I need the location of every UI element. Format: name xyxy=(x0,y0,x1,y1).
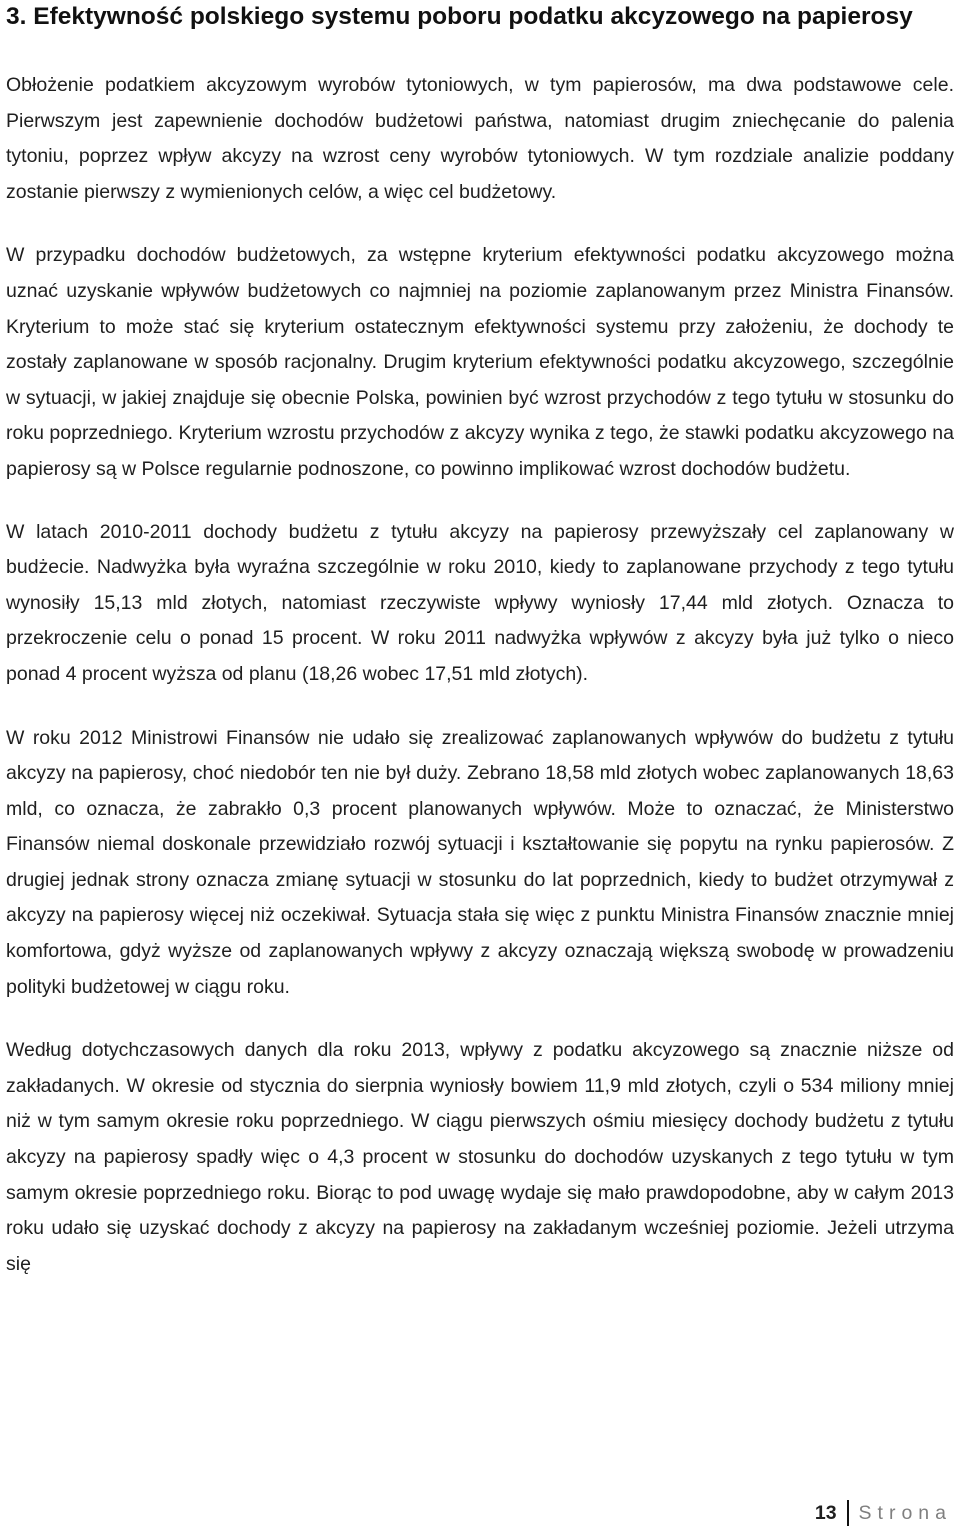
section-heading: 3. Efektywność polskiego systemu poboru podatku akcyzowego na papierosy xyxy=(6,3,913,30)
paragraph-5: Według dotychczasowych danych dla roku 2013, wpływy z podatku akcyzowego są znacznie niższe od zakładanych. W okresie od stycznia do sierpnia wyniosły bowiem 11,9 mld złotych, czyli o 534 miliony mniej niż w tym samym okresie roku poprzedniego. W ciągu pierwszych ośmiu miesięcy dochody budżetu z tytułu akcyzy na papierosy spadły więc o 4,3 procent w stosunku do dochodów uzyskanych z tego tytułu w tym samym okresie poprzedniego roku. Biorąc to pod uwagę wydaje się mało prawdopodobne, aby w całym 2013 roku udało się uzyskać dochody z akcyzy na papierosy na zakładanym wcześniej poziomie. Jeżeli utrzyma się xyxy=(6,1039,954,1275)
document-page xyxy=(6,0,954,1282)
paragraph-1: Obłożenie podatkiem akcyzowym wyrobów tytoniowych, w tym papierosów, ma dwa podstawowe cele. Pierwszym jest zapewnienie dochodów budżetowi państwa, natomiast drugim zniechęcanie do palenia tytoniu, poprzez wpływ akcyzy na wzrost ceny wyrobów tytoniowych. W tym rozdziale analizie poddany zostanie pierwszy z wymienionych celów, a więc cel budżetowy. xyxy=(6,74,954,203)
page-label: Strona xyxy=(858,1502,952,1524)
page-number: 13 xyxy=(815,1500,849,1526)
paragraph-3: W latach 2010-2011 dochody budżetu z tytułu akcyzy na papierosy przewyższały cel zaplanowany w budżecie. Nadwyżka była wyraźna szczególnie w roku 2010, kiedy to zaplanowane przychody z tego tytułu wynosiły 15,13 mld złotych, natomiast rzeczywiste wpływy wyniosły 17,44 mld złotych. Oznacza to przekroczenie celu o ponad 15 procent. W roku 2011 nadwyżka wpływów z akcyzy była już tylko o nieco ponad 4 procent wyższa od planu (18,26 wobec 17,51 mld złotych). xyxy=(6,520,954,685)
paragraph-2: W przypadku dochodów budżetowych, za wstępne kryterium efektywności podatku akcyzowego można uznać uzyskanie wpływów budżetowych co najmniej na poziomie zaplanowanym przez Ministra Finansów. Kryterium to może stać się kryterium ostatecznym efektywności systemu przy założeniu, że dochody te zostały zaplanowane w sposób racjonalny. Drugim kryterium efektywności podatku akcyzowego, szczególnie w sytuacji, w jakiej znajduje się obecnie Polska, powinien być wzrost przychodów z tego tytułu w stosunku do roku poprzedniego. Kryterium wzrostu przychodów z akcyzy wynika z tego, że stawki podatku akcyzowego na papierosy są w Polsce regularnie podnoszone, co powinno implikować wzrost dochodów budżetu. xyxy=(6,244,954,480)
page-footer xyxy=(815,1497,952,1529)
paragraph-4: W roku 2012 Ministrowi Finansów nie udało się zrealizować zaplanowanych wpływów do budżetu z tytułu akcyzy na papierosy, choć niedobór ten nie był duży. Zebrano 18,58 mld złotych wobec zaplanowanych 18,63 mld, co oznacza, że zabrakło 0,3 procent planowanych wpływów. Może to oznaczać, że Ministerstwo Finansów niemal doskonale przewidziało rozwój sytuacji i kształtowanie się popytu na rynku papierosów. Z drugiej jednak strony oznacza zmianę sytuacji w stosunku do lat poprzednich, kiedy to budżet otrzymywał z akcyzy na papierosy więcej niż oczekiwał. Sytuacja stała się więc z punktu Ministra Finansów znacznie mniej komfortowa, gdyż wyższe od zaplanowanych wpływy z akcyzy oznaczają większą swobodę w prowadzeniu polityki budżetowej w ciągu roku. xyxy=(6,726,954,998)
